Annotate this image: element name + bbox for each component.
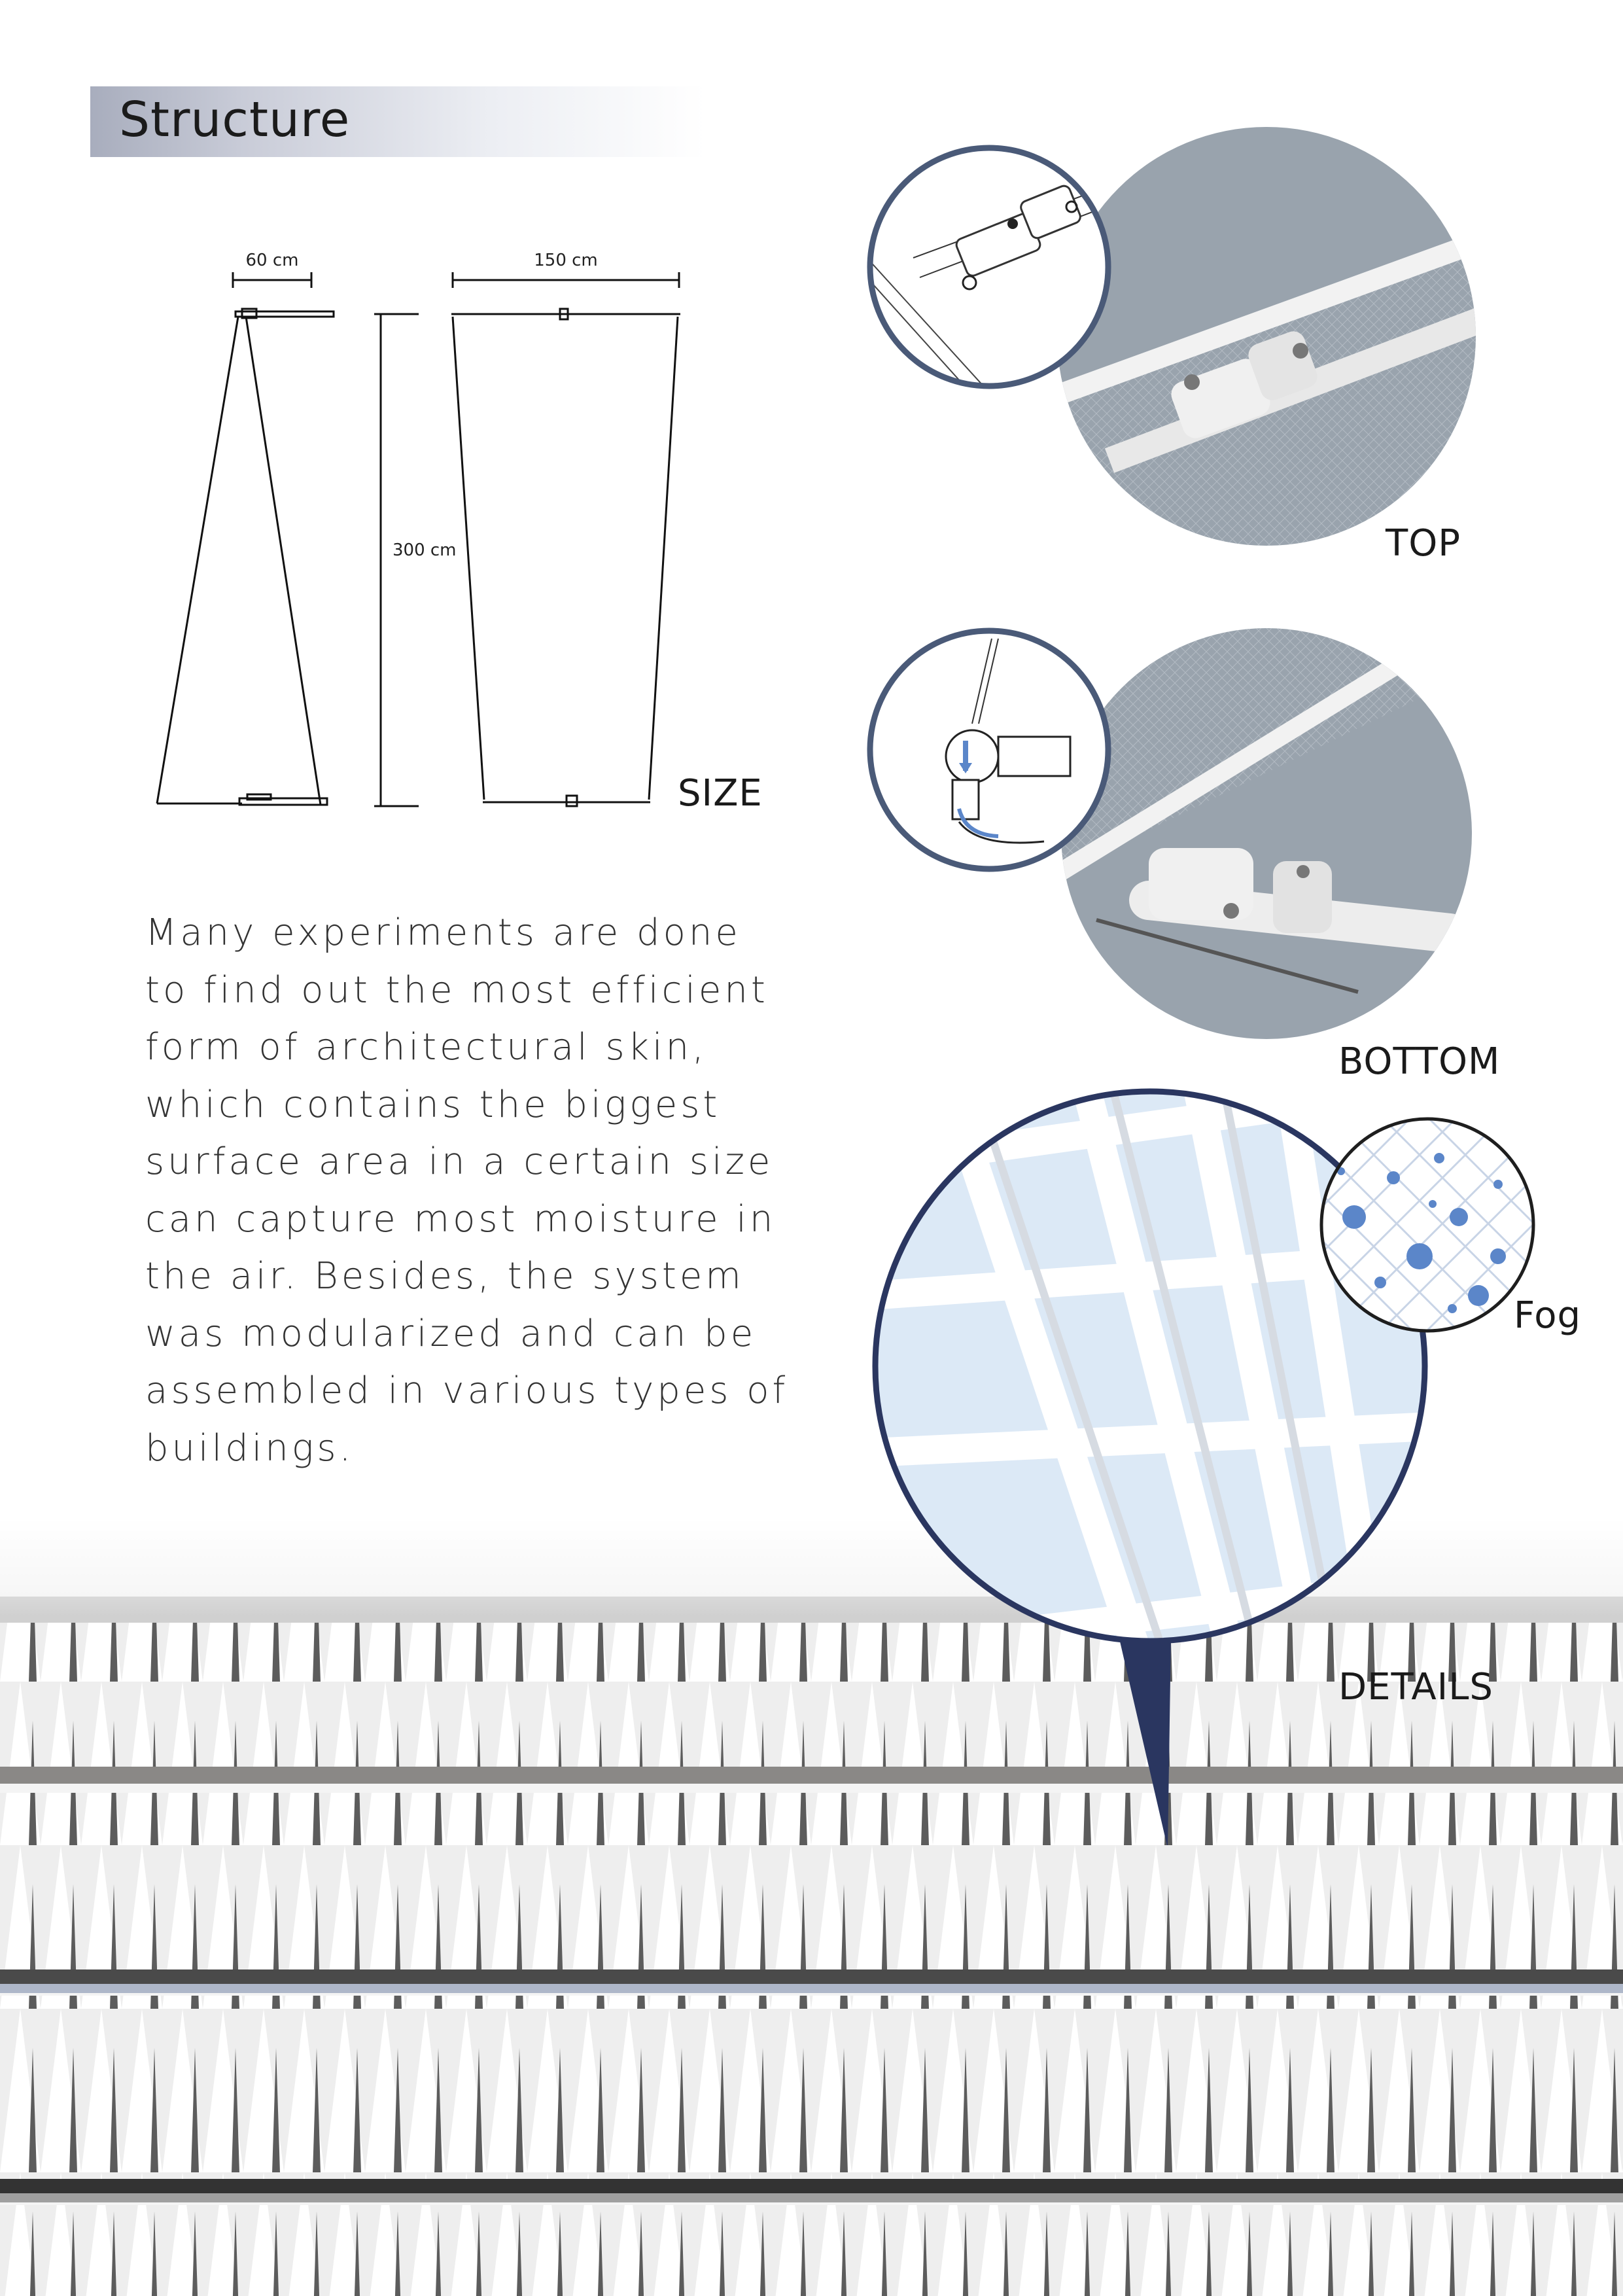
dimension-height: 300 cm — [393, 540, 457, 560]
body-line: surface area in a certain size — [145, 1140, 774, 1183]
title-band — [90, 86, 705, 157]
details-magnifier — [870, 1086, 1590, 1845]
body-line: buildings. — [145, 1426, 355, 1470]
top-joint-detail — [861, 120, 1489, 592]
label-size: SIZE — [678, 772, 763, 815]
label-top: TOP — [1386, 522, 1461, 565]
dimension-width: 150 cm — [534, 251, 598, 270]
body-line: to find out the most efficient — [145, 968, 769, 1012]
description-paragraph — [145, 904, 826, 1477]
body-line: which contains the biggest — [145, 1083, 721, 1126]
label-bottom: BOTTOM — [1338, 1040, 1501, 1083]
label-fog: Fog — [1514, 1294, 1582, 1337]
body-line: the air. Besides, the system — [145, 1255, 744, 1298]
bottom-joint-detail — [861, 626, 1489, 1044]
page-title: Structure — [119, 92, 351, 148]
body-line: was modularized and can be — [145, 1312, 757, 1355]
body-line: can capture most moisture in — [145, 1197, 777, 1241]
body-line: form of architectural skin, — [145, 1026, 707, 1069]
body-line: assembled in various types of — [145, 1369, 789, 1412]
body-line: Many experiments are done — [145, 911, 741, 954]
dimension-depth: 60 cm — [245, 251, 299, 270]
size-drawing — [131, 236, 720, 838]
label-details: DETAILS — [1338, 1666, 1493, 1708]
